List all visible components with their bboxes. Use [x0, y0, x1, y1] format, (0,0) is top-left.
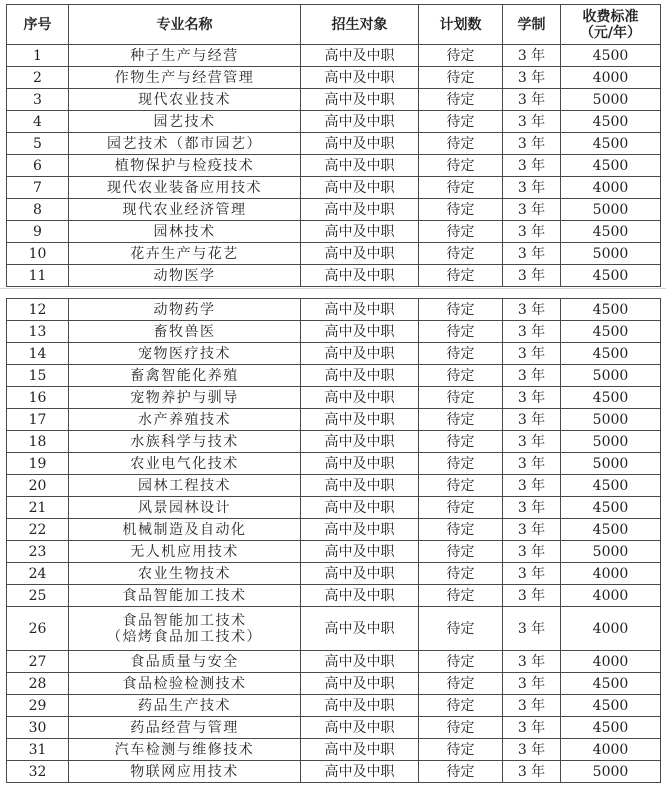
- cell-major-name: 园林工程技术: [69, 475, 301, 497]
- cell-plan-count: 待定: [419, 761, 503, 783]
- cell-major-name: 水族科学与技术: [69, 431, 301, 453]
- cell-major-name: 动物医学: [69, 265, 301, 287]
- cell-duration: 3 年: [503, 133, 561, 155]
- cell-major-name: 园艺技术: [69, 111, 301, 133]
- header-duration: 学制: [503, 5, 561, 45]
- header-fee: 收费标准 （元/年）: [561, 5, 661, 45]
- cell-fee: 4000: [561, 585, 661, 607]
- cell-index: 26: [7, 607, 69, 651]
- cell-target: 高中及中职: [301, 497, 419, 519]
- cell-index: 16: [7, 387, 69, 409]
- cell-target: 高中及中职: [301, 739, 419, 761]
- cell-duration: 3 年: [503, 343, 561, 365]
- cell-fee: 5000: [561, 453, 661, 475]
- cell-duration: 3 年: [503, 563, 561, 585]
- table-row: [7, 155, 661, 177]
- cell-major-name: 无人机应用技术: [69, 541, 301, 563]
- cell-index: 22: [7, 519, 69, 541]
- cell-major-name: 畜禽智能化养殖: [69, 365, 301, 387]
- table-header-row: [7, 5, 661, 45]
- cell-major-name: 动物药学: [69, 299, 301, 321]
- table-row: [7, 45, 661, 67]
- cell-fee: 4500: [561, 299, 661, 321]
- cell-index: 18: [7, 431, 69, 453]
- table-row: [7, 541, 661, 563]
- cell-duration: 3 年: [503, 265, 561, 287]
- table-row: [7, 365, 661, 387]
- cell-fee: 4000: [561, 739, 661, 761]
- cell-plan-count: 待定: [419, 133, 503, 155]
- cell-major-name: 水产养殖技术: [69, 409, 301, 431]
- cell-target: 高中及中职: [301, 199, 419, 221]
- cell-index: 27: [7, 651, 69, 673]
- cell-major-name: 园艺技术（都市园艺）: [69, 133, 301, 155]
- cell-plan-count: 待定: [419, 695, 503, 717]
- cell-target: 高中及中职: [301, 89, 419, 111]
- cell-duration: 3 年: [503, 739, 561, 761]
- cell-plan-count: 待定: [419, 45, 503, 67]
- cell-fee: 4000: [561, 563, 661, 585]
- table-row: [7, 67, 661, 89]
- cell-duration: 3 年: [503, 199, 561, 221]
- cell-target: 高中及中职: [301, 651, 419, 673]
- cell-target: 高中及中职: [301, 519, 419, 541]
- cell-index: 21: [7, 497, 69, 519]
- cell-duration: 3 年: [503, 431, 561, 453]
- cell-duration: 3 年: [503, 607, 561, 651]
- table-row: [7, 265, 661, 287]
- cell-index: 4: [7, 111, 69, 133]
- cell-plan-count: 待定: [419, 541, 503, 563]
- table-row: [7, 761, 661, 783]
- enrollment-table-part-2: [6, 298, 661, 783]
- cell-duration: 3 年: [503, 541, 561, 563]
- table-row: [7, 519, 661, 541]
- cell-major-name: 现代农业装备应用技术: [69, 177, 301, 199]
- cell-major-name: 物联网应用技术: [69, 761, 301, 783]
- cell-plan-count: 待定: [419, 343, 503, 365]
- cell-major-name: 植物保护与检疫技术: [69, 155, 301, 177]
- cell-duration: 3 年: [503, 45, 561, 67]
- cell-fee: 4500: [561, 221, 661, 243]
- cell-index: 3: [7, 89, 69, 111]
- cell-target: 高中及中职: [301, 431, 419, 453]
- cell-fee: 4500: [561, 673, 661, 695]
- table-row: [7, 221, 661, 243]
- cell-duration: 3 年: [503, 761, 561, 783]
- cell-target: 高中及中职: [301, 243, 419, 265]
- table-row: [7, 111, 661, 133]
- cell-fee: 4500: [561, 519, 661, 541]
- cell-duration: 3 年: [503, 475, 561, 497]
- cell-plan-count: 待定: [419, 519, 503, 541]
- cell-index: 24: [7, 563, 69, 585]
- cell-duration: 3 年: [503, 67, 561, 89]
- cell-fee: 4500: [561, 497, 661, 519]
- cell-plan-count: 待定: [419, 321, 503, 343]
- cell-duration: 3 年: [503, 243, 561, 265]
- cell-duration: 3 年: [503, 519, 561, 541]
- cell-fee: 4500: [561, 265, 661, 287]
- cell-fee: 5000: [561, 89, 661, 111]
- cell-index: 15: [7, 365, 69, 387]
- cell-major-name: 食品智能加工技术 （焙烤食品加工技术）: [69, 607, 301, 651]
- cell-index: 5: [7, 133, 69, 155]
- cell-index: 12: [7, 299, 69, 321]
- cell-major-name: 宠物医疗技术: [69, 343, 301, 365]
- cell-index: 20: [7, 475, 69, 497]
- cell-index: 14: [7, 343, 69, 365]
- cell-major-name: 花卉生产与花艺: [69, 243, 301, 265]
- cell-plan-count: 待定: [419, 651, 503, 673]
- cell-major-name: 药品经营与管理: [69, 717, 301, 739]
- cell-target: 高中及中职: [301, 717, 419, 739]
- cell-duration: 3 年: [503, 585, 561, 607]
- table-row: [7, 453, 661, 475]
- cell-major-name: 汽车检测与维修技术: [69, 739, 301, 761]
- cell-duration: 3 年: [503, 695, 561, 717]
- cell-target: 高中及中职: [301, 133, 419, 155]
- cell-plan-count: 待定: [419, 177, 503, 199]
- cell-fee: 4500: [561, 155, 661, 177]
- cell-index: 17: [7, 409, 69, 431]
- cell-target: 高中及中职: [301, 409, 419, 431]
- cell-target: 高中及中职: [301, 343, 419, 365]
- cell-duration: 3 年: [503, 155, 561, 177]
- cell-duration: 3 年: [503, 453, 561, 475]
- table-row: [7, 299, 661, 321]
- cell-duration: 3 年: [503, 111, 561, 133]
- cell-fee: 5000: [561, 431, 661, 453]
- cell-major-name: 食品质量与安全: [69, 651, 301, 673]
- cell-index: 29: [7, 695, 69, 717]
- cell-fee: 4500: [561, 387, 661, 409]
- cell-plan-count: 待定: [419, 265, 503, 287]
- cell-major-name: 现代农业技术: [69, 89, 301, 111]
- header-index: 序号: [7, 5, 69, 45]
- cell-duration: 3 年: [503, 717, 561, 739]
- cell-major-name: 种子生产与经营: [69, 45, 301, 67]
- cell-index: 23: [7, 541, 69, 563]
- cell-plan-count: 待定: [419, 453, 503, 475]
- cell-plan-count: 待定: [419, 111, 503, 133]
- table-row: [7, 717, 661, 739]
- cell-duration: 3 年: [503, 221, 561, 243]
- table-row: [7, 607, 661, 651]
- table-row: [7, 199, 661, 221]
- cell-target: 高中及中职: [301, 221, 419, 243]
- cell-plan-count: 待定: [419, 497, 503, 519]
- cell-target: 高中及中职: [301, 475, 419, 497]
- cell-major-name: 现代农业经济管理: [69, 199, 301, 221]
- cell-major-name: 农业生物技术: [69, 563, 301, 585]
- cell-fee: 4000: [561, 651, 661, 673]
- cell-index: 13: [7, 321, 69, 343]
- cell-target: 高中及中职: [301, 45, 419, 67]
- cell-target: 高中及中职: [301, 299, 419, 321]
- cell-duration: 3 年: [503, 651, 561, 673]
- cell-duration: 3 年: [503, 497, 561, 519]
- cell-target: 高中及中职: [301, 111, 419, 133]
- header-plan-count: 计划数: [419, 5, 503, 45]
- table-row: [7, 739, 661, 761]
- cell-plan-count: 待定: [419, 431, 503, 453]
- cell-major-name: 食品智能加工技术: [69, 585, 301, 607]
- cell-target: 高中及中职: [301, 673, 419, 695]
- table-row: [7, 243, 661, 265]
- cell-target: 高中及中职: [301, 365, 419, 387]
- cell-duration: 3 年: [503, 177, 561, 199]
- cell-index: 31: [7, 739, 69, 761]
- cell-duration: 3 年: [503, 409, 561, 431]
- cell-plan-count: 待定: [419, 221, 503, 243]
- cell-index: 7: [7, 177, 69, 199]
- cell-major-name: 园林技术: [69, 221, 301, 243]
- table-row: [7, 133, 661, 155]
- enrollment-table-part-1: [6, 4, 661, 287]
- cell-index: 28: [7, 673, 69, 695]
- table-row: [7, 343, 661, 365]
- cell-major-name: 农业电气化技术: [69, 453, 301, 475]
- header-target: 招生对象: [301, 5, 419, 45]
- cell-duration: 3 年: [503, 387, 561, 409]
- cell-major-name: 宠物养护与驯导: [69, 387, 301, 409]
- cell-target: 高中及中职: [301, 607, 419, 651]
- cell-plan-count: 待定: [419, 299, 503, 321]
- cell-fee: 5000: [561, 199, 661, 221]
- cell-index: 8: [7, 199, 69, 221]
- cell-target: 高中及中职: [301, 761, 419, 783]
- cell-plan-count: 待定: [419, 199, 503, 221]
- cell-target: 高中及中职: [301, 321, 419, 343]
- table-row: [7, 321, 661, 343]
- cell-plan-count: 待定: [419, 563, 503, 585]
- cell-fee: 5000: [561, 409, 661, 431]
- cell-duration: 3 年: [503, 89, 561, 111]
- table-row: [7, 409, 661, 431]
- cell-index: 30: [7, 717, 69, 739]
- cell-plan-count: 待定: [419, 475, 503, 497]
- cell-major-name: 机械制造及自动化: [69, 519, 301, 541]
- table-row: [7, 585, 661, 607]
- cell-fee: 5000: [561, 365, 661, 387]
- cell-plan-count: 待定: [419, 585, 503, 607]
- cell-fee: 4000: [561, 177, 661, 199]
- table-row: [7, 475, 661, 497]
- cell-fee: 5000: [561, 541, 661, 563]
- table-row: [7, 177, 661, 199]
- cell-major-name: 食品检验检测技术: [69, 673, 301, 695]
- cell-duration: 3 年: [503, 321, 561, 343]
- cell-plan-count: 待定: [419, 409, 503, 431]
- cell-plan-count: 待定: [419, 739, 503, 761]
- cell-index: 2: [7, 67, 69, 89]
- cell-index: 6: [7, 155, 69, 177]
- cell-fee: 5000: [561, 243, 661, 265]
- cell-target: 高中及中职: [301, 387, 419, 409]
- cell-plan-count: 待定: [419, 67, 503, 89]
- cell-major-name: 风景园林设计: [69, 497, 301, 519]
- cell-major-name: 作物生产与经营管理: [69, 67, 301, 89]
- cell-fee: 4000: [561, 67, 661, 89]
- cell-target: 高中及中职: [301, 585, 419, 607]
- cell-target: 高中及中职: [301, 453, 419, 475]
- cell-target: 高中及中职: [301, 695, 419, 717]
- table-row: [7, 387, 661, 409]
- cell-fee: 4500: [561, 717, 661, 739]
- header-major-name: 专业名称: [69, 5, 301, 45]
- cell-index: 11: [7, 265, 69, 287]
- table-row: [7, 695, 661, 717]
- cell-fee: 4500: [561, 695, 661, 717]
- cell-target: 高中及中职: [301, 155, 419, 177]
- cell-duration: 3 年: [503, 673, 561, 695]
- table-row: [7, 563, 661, 585]
- cell-major-name: 畜牧兽医: [69, 321, 301, 343]
- cell-duration: 3 年: [503, 299, 561, 321]
- cell-fee: 4000: [561, 607, 661, 651]
- table-row: [7, 89, 661, 111]
- cell-fee: 4500: [561, 321, 661, 343]
- cell-fee: 4500: [561, 343, 661, 365]
- cell-major-name: 药品生产技术: [69, 695, 301, 717]
- cell-plan-count: 待定: [419, 243, 503, 265]
- table-row: [7, 431, 661, 453]
- cell-index: 25: [7, 585, 69, 607]
- cell-target: 高中及中职: [301, 67, 419, 89]
- cell-fee: 4500: [561, 133, 661, 155]
- cell-fee: 5000: [561, 761, 661, 783]
- cell-index: 32: [7, 761, 69, 783]
- cell-target: 高中及中职: [301, 563, 419, 585]
- cell-target: 高中及中职: [301, 265, 419, 287]
- cell-target: 高中及中职: [301, 177, 419, 199]
- cell-fee: 4500: [561, 45, 661, 67]
- cell-duration: 3 年: [503, 365, 561, 387]
- cell-plan-count: 待定: [419, 717, 503, 739]
- cell-index: 10: [7, 243, 69, 265]
- cell-plan-count: 待定: [419, 387, 503, 409]
- cell-target: 高中及中职: [301, 541, 419, 563]
- table-row: [7, 673, 661, 695]
- cell-plan-count: 待定: [419, 89, 503, 111]
- cell-plan-count: 待定: [419, 673, 503, 695]
- cell-index: 19: [7, 453, 69, 475]
- table-row: [7, 497, 661, 519]
- cell-index: 1: [7, 45, 69, 67]
- cell-plan-count: 待定: [419, 155, 503, 177]
- cell-fee: 4500: [561, 111, 661, 133]
- table-row: [7, 651, 661, 673]
- cell-plan-count: 待定: [419, 607, 503, 651]
- cell-fee: 4500: [561, 475, 661, 497]
- cell-index: 9: [7, 221, 69, 243]
- cell-plan-count: 待定: [419, 365, 503, 387]
